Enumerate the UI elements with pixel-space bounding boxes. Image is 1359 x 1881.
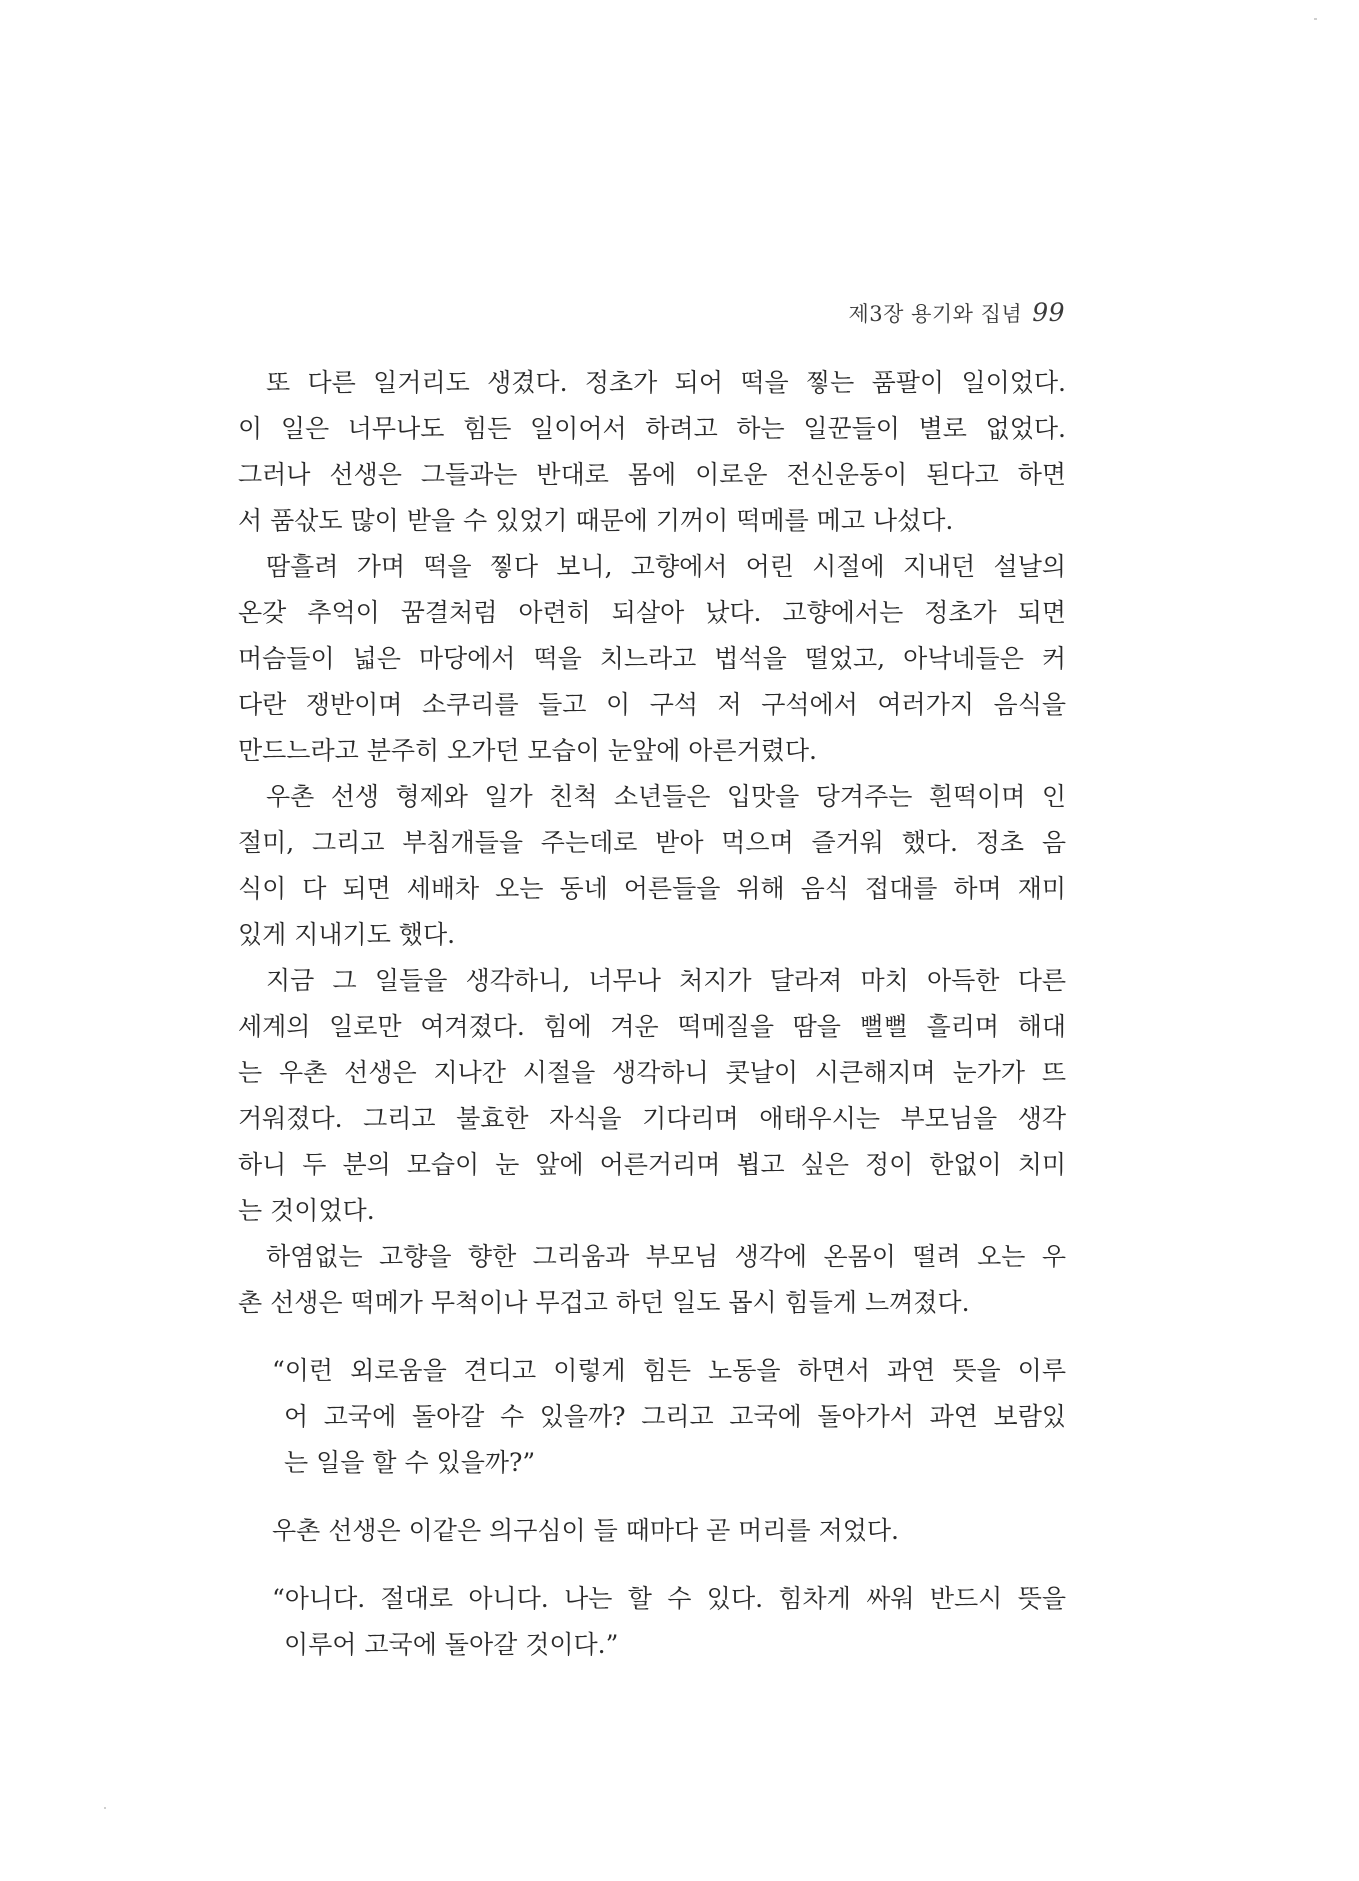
spacer [238,1554,1066,1576]
quote-block [272,1576,1066,1668]
quote-line: “이런 외로움을 견디고 이렇게 힘든 노동을 하면서 과연 뜻을 이루 [272,1356,1066,1385]
body-text [238,360,1066,1668]
text-line: 는 우촌 선생은 지나간 시절을 생각하니 콧날이 시큰해지며 눈가가 뜨 [238,1058,1066,1087]
scan-speck [1314,18,1317,20]
text-line: 온갖 추억이 꿈결처럼 아련히 되살아 났다. 고향에서는 정초가 되면 [238,598,1066,627]
text-line: 거워졌다. 그리고 불효한 자식을 기다리며 애태우시는 부모님을 생각 [238,1104,1066,1133]
paragraph [238,360,1066,544]
scan-speck [104,1807,106,1809]
text-line: 지금 그 일들을 생각하니, 너무나 처지가 달라져 마치 아득한 다른 [266,966,1066,995]
quote-line: 어 고국에 돌아갈 수 있을까? 그리고 고국에 돌아가서 과연 보람있 [284,1402,1066,1431]
text-line: 또 다른 일거리도 생겼다. 정초가 되어 떡을 찧는 품팔이 일이었다. [266,368,1066,397]
text-line: 땀흘려 가며 떡을 찧다 보니, 고향에서 어린 시절에 지내던 설날의 [266,552,1066,581]
text-line: 하니 두 분의 모습이 눈 앞에 어른거리며 뵙고 싶은 정이 한없이 치미 [238,1150,1066,1179]
text-line: 촌 선생은 떡메가 무척이나 무겁고 하던 일도 몹시 힘들게 느껴졌다. [238,1288,970,1317]
text-line: 만드느라고 분주히 오가던 모습이 눈앞에 아른거렸다. [238,736,817,765]
quote-block [272,1348,1066,1486]
running-header [848,298,1065,328]
text-line: 이 일은 너무나도 힘든 일이어서 하려고 하는 일꾼들이 별로 없었다. [238,414,1066,443]
paragraph [238,774,1066,958]
text-line: 다란 쟁반이며 소쿠리를 들고 이 구석 저 구석에서 여러가지 음식을 [238,690,1066,719]
text-line: 절미, 그리고 부침개들을 주는데로 받아 먹으며 즐거워 했다. 정초 음 [238,828,1066,857]
text-line: 그러나 선생은 그들과는 반대로 몸에 이로운 전신운동이 된다고 하면 [238,460,1066,489]
narration-block [272,1508,1066,1554]
page-number: 99 [1032,298,1065,327]
spacer [238,1486,1066,1508]
paragraph [238,1234,1066,1326]
text-line: 는 것이었다. [238,1196,375,1225]
text-line: 식이 다 되면 세배차 오는 동네 어른들을 위해 음식 접대를 하며 재미 [238,874,1066,903]
paragraph [238,544,1066,774]
quote-line: “아니다. 절대로 아니다. 나는 할 수 있다. 힘차게 싸워 반드시 뜻을 [272,1584,1066,1613]
narration-line: 우촌 선생은 이같은 의구심이 들 때마다 곧 머리를 저었다. [272,1516,899,1545]
spacer [238,1326,1066,1348]
text-line: 머슴들이 넓은 마당에서 떡을 치느라고 법석을 떨었고, 아낙네들은 커 [238,644,1066,673]
paragraph [238,958,1066,1234]
text-line: 서 품삯도 많이 받을 수 있었기 때문에 기꺼이 떡메를 메고 나섰다. [238,506,954,535]
text-line: 하염없는 고향을 향한 그리움과 부모님 생각에 온몸이 떨려 오는 우 [266,1242,1066,1271]
text-line: 있게 지내기도 했다. [238,920,456,949]
text-line: 우촌 선생 형제와 일가 친척 소년들은 입맛을 당겨주는 흰떡이며 인 [266,782,1066,811]
chapter-title: 제3장 용기와 집념 [848,302,1023,326]
quote-line: 이루어 고국에 돌아갈 것이다.” [284,1630,619,1659]
quote-line: 는 일을 할 수 있을까?” [284,1448,536,1477]
text-line: 세계의 일로만 여겨졌다. 힘에 겨운 떡메질을 땀을 뻘뻘 흘리며 해대 [238,1012,1066,1041]
